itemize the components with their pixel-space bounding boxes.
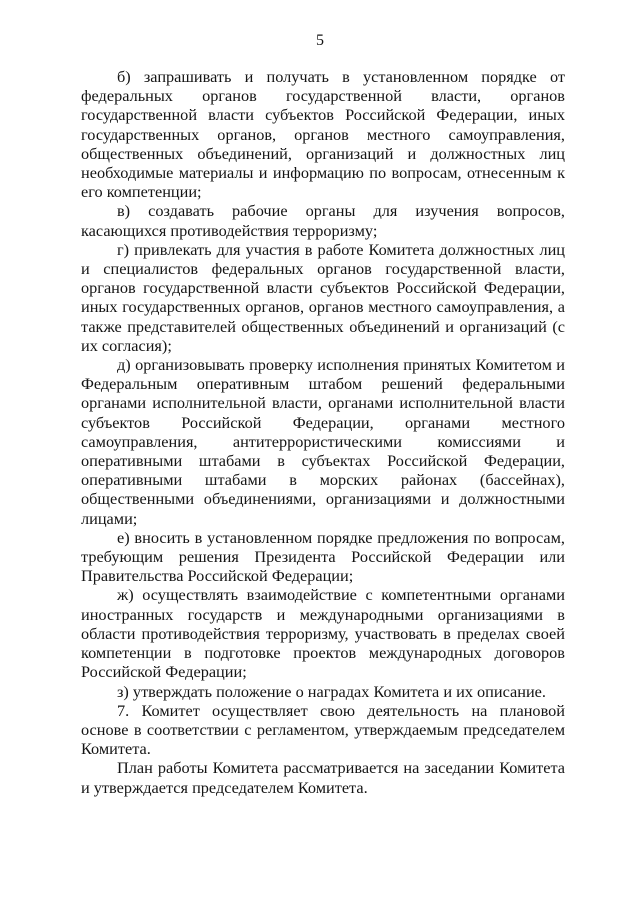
paragraph-item-d: д) организовывать проверку исполнения принятых Комитетом и Федеральным оперативным штабом решений федеральными органами исполнительной власти, органами исполнительной власти субъектов Российской Федерации, органами местного самоуправления, антитеррористическими комиссиями и оперативными штабами в субъектах Российской Федерации, оперативными штабами в морских районах (бассейнах), общественными объединениями, организациями и должностными лицами; xyxy=(81,355,565,528)
paragraph-item-g: г) привлекать для участия в работе Комитета должностных лиц и специалистов федеральных органов государственной власти, органов государственной власти субъектов Российской Федерации, иных государственных органов, органов местного самоуправления, а также представителей общественных объединений и организаций (с их согласия); xyxy=(81,239,565,355)
page-number: 5 xyxy=(316,32,324,49)
paragraph-item-e: е) вносить в установленном порядке предложения по вопросам, требующим решения Президента Российской Федерации или Правительства Российской Федерации; xyxy=(81,527,565,586)
paragraph-work-plan: План работы Комитета рассматривается на заседании Комитета и утверждается председателем Комитета. xyxy=(81,758,565,797)
paragraph-item-z: з) утверждать положение о наградах Комитета и их описание. xyxy=(117,681,546,701)
paragraph-item-v: в) создавать рабочие органы для изучения вопросов, касающихся противодействия терроризму; xyxy=(81,201,565,240)
paragraph-item-zh: ж) осуществлять взаимодействие с компетентными органами иностранных государств и международными организациями в области противодействия терроризму, участвовать в пределах своей компетенции в подготовке проектов международных договоров Российской Федерации; xyxy=(81,585,565,682)
paragraph-section-7: 7. Комитет осуществляет свою деятельность на плановой основе в соответствии с регламентом, утверждаемым председателем Комитета. xyxy=(81,700,565,759)
paragraph-item-b: б) запрашивать и получать в установленном порядке от федеральных органов государственной власти, органов государственной власти субъектов Российской Федерации, иных государственных органов, органов местного самоуправления, общественных объединений, организаций и должностных лиц необходимые материалы и информацию по вопросам, отнесенным к его компетенции; xyxy=(81,67,565,202)
document-body xyxy=(81,67,565,797)
